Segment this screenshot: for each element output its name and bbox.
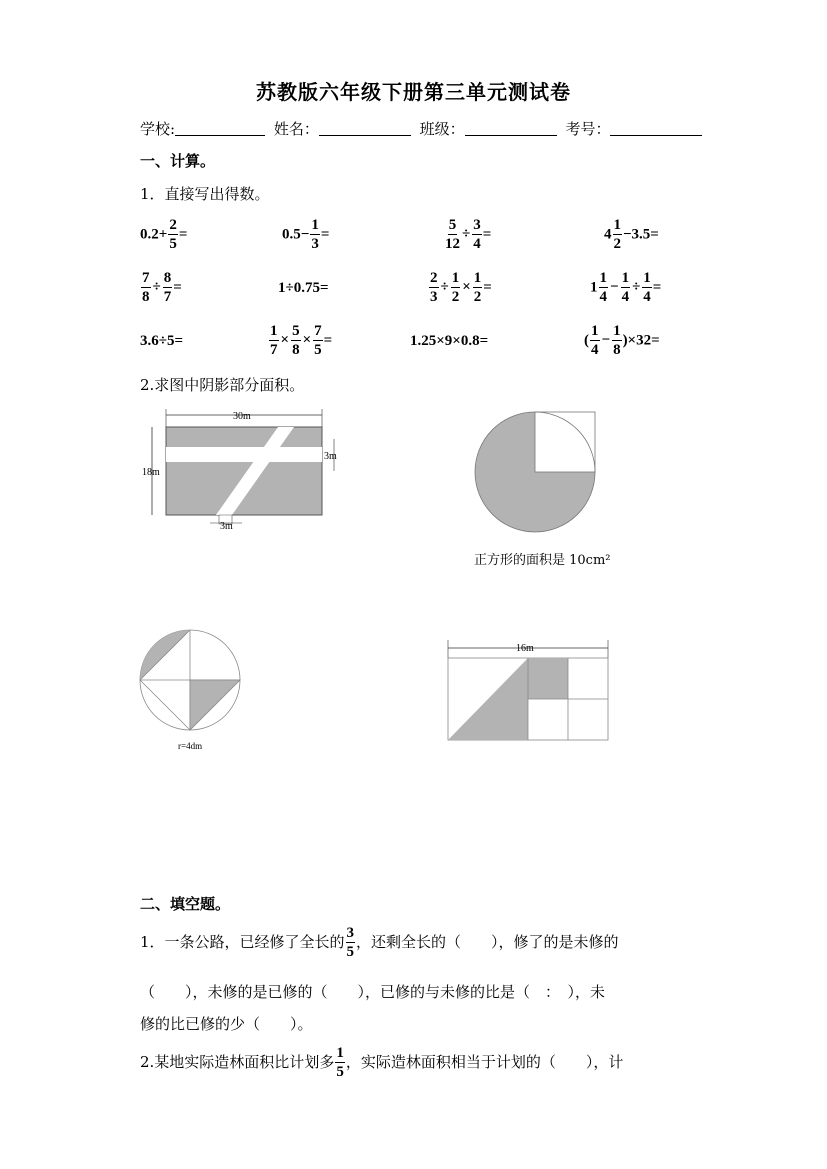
figure-circle-triangles [136,626,246,756]
shaded-rectangle [166,427,322,515]
dim-bottom-3m: 3m [220,521,233,532]
figure2-caption: 正方形的面积是 10cm² [474,553,611,568]
calc-r1c1: 0.2+ $\frac{2}{5}$ = [140,217,188,252]
class-blank[interactable] [465,119,557,136]
question2-1-line2: （ ），未修的是已修的（ ），已修的与未修的比是（ ： ），未 [140,983,606,1001]
page-title: 苏教版六年级下册第三单元测试卷 [256,80,571,104]
question1-1: 1．直接写出得数。 [140,185,270,203]
calc-r2c3: $\frac{2}{3}$ ÷ $\frac{1}{2}$ × $\frac{1}{2}$ = [430,270,492,305]
figure-rectangle-roads [140,405,350,535]
horizontal-road [166,447,322,462]
calc-r2c2: 1÷0.75= [278,280,329,296]
radius-label: r=4dm [178,741,203,751]
name-blank[interactable] [319,119,411,136]
question2-2-line1: 2.某地实际造林面积比计划多 $\frac{1}{5}$ ，实际造林面积相当于计划的（ ），计 [140,1045,624,1080]
calc-r1c3: $\frac{5}{12}$ ÷ $\frac{3}{4}$ = [445,217,492,252]
section1-heading: 一、计算。 [140,152,216,170]
calc-r3c4: ( $\frac{1}{4}$ − $\frac{1}{8}$ )×32= [584,323,660,358]
dim-top-30m: 30m [233,411,251,422]
class-label: 班级： [419,120,465,138]
question2-1-line3: 修的比已修的少（ ）。 [140,1015,313,1033]
calc-r1c2: 0.5− $\frac{1}{3}$ = [282,217,330,252]
school-label: 学校: [140,120,176,138]
number-blank[interactable] [610,119,702,136]
number-label: 考号： [565,120,611,138]
figure-circle-square [470,408,600,538]
calc-r1c4: 4 $\frac{1}{2}$ −3.5= [604,217,659,252]
figure-rectangle-squares [444,636,614,746]
dim-top-16m: 16m [516,643,534,654]
calc-r3c2: $\frac{1}{7}$ × $\frac{5}{8}$ × $\frac{7}{5}$ = [270,323,333,358]
dim-left-18m: 18m [142,467,160,478]
calc-r2c4: 1 $\frac{1}{4}$ − $\frac{1}{4}$ ÷ $\frac{1}{4}$ = [590,270,662,305]
calc-r2c1: $\frac{7}{8}$ ÷ $\frac{8}{7}$ = [142,270,182,305]
dim-right-3m: 3m [324,451,337,462]
calc-r3c1: 3.6÷5= [140,333,184,349]
question1-2: 2.求图中阴影部分面积。 [140,376,305,394]
student-info-line [140,118,706,139]
question2-1-line1: 1．一条公路，已经修了全长的 $\frac{3}{5}$ ，还剩全长的（ ），修了的是未修的 [140,925,619,960]
school-blank[interactable] [175,119,265,136]
section2-heading: 二、填空题。 [140,895,231,913]
calc-r3c3: 1.25×9×0.8= [410,333,489,349]
name-label: 姓名： [273,120,319,138]
